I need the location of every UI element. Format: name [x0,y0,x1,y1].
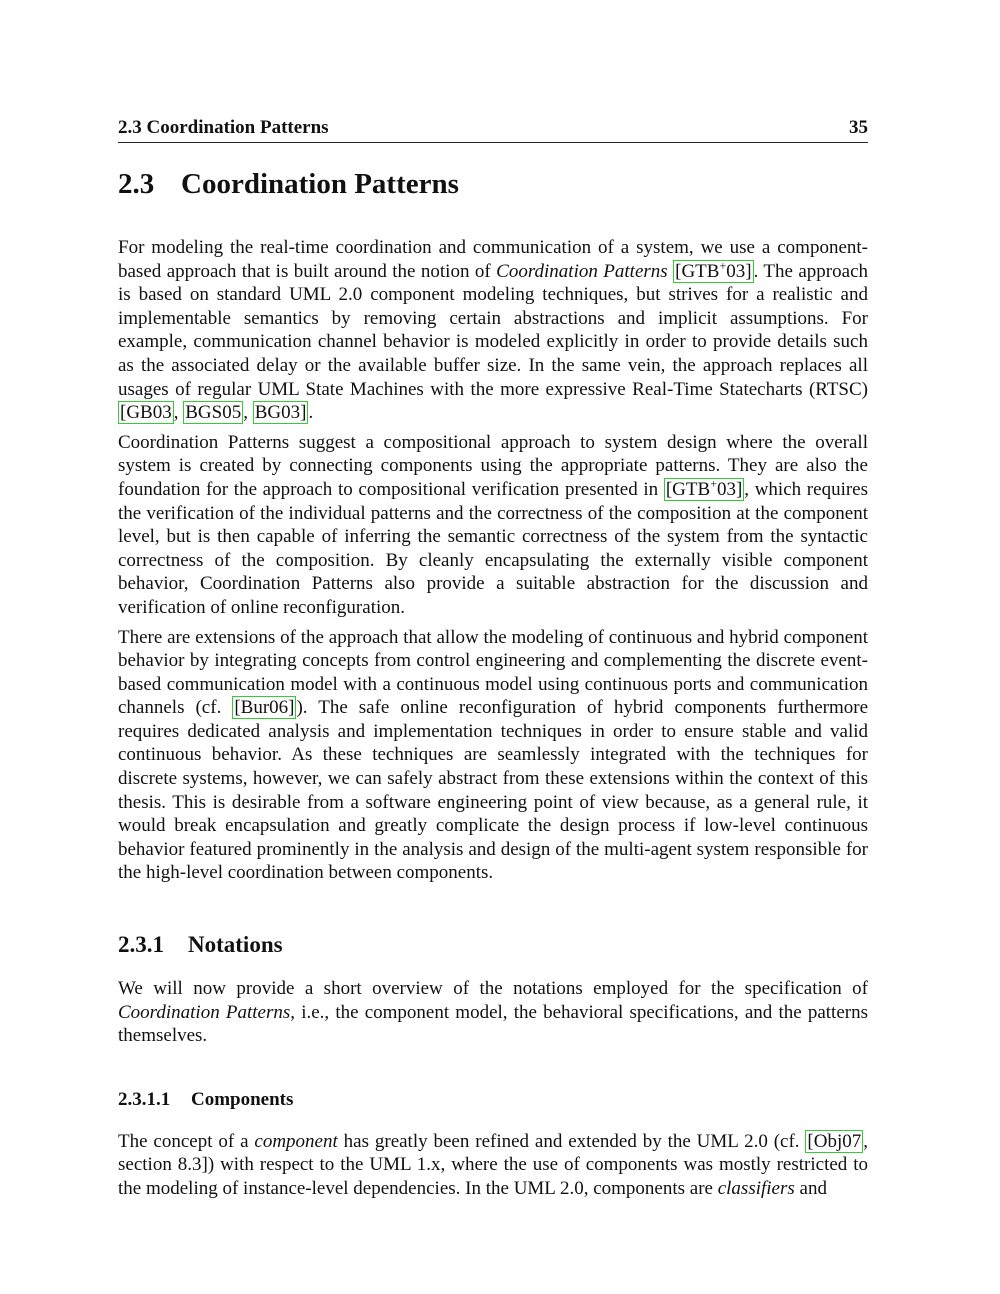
paragraph-1 [118,236,868,425]
citation-link-bgs05[interactable]: BGS05 [185,402,242,424]
text: For modeling the real-time coordination and communication of a system, we use a component-based approach that is built around the notion of [118,237,868,282]
emphasis-text: Coordination Patterns [496,260,668,282]
emphasis-text: classifiers [717,1178,795,1199]
subsubsection-number: 2.3.1.1 [118,1088,171,1110]
paragraph-2 [118,431,868,620]
text: Coordination Patterns suggest a compositional approach to system design where the overall system is created by connecting components using the appropriate patterns. They are also the foundation for the approach to compositional verification presented in [118,431,868,500]
section-title: Coordination Patterns [181,168,459,200]
header-section-title: 2.3 Coordination Patterns [118,117,329,138]
citation-link-bg03[interactable]: BG03] [254,402,307,424]
text: . The approach is based on standard UML 2.0 component modeling techniques, but strives for a realistic and implementable semantics by removing certain abstractions and implicit assumptions. For example, communication channel behavior is modeled explicitly in order to provide details such as the associated delay or the available buffer size. In the same vein, the approach replaces all usages of regular UML State Machines with the more expressive Real-Time Statecharts (RTSC) [118,260,869,400]
subsection-number: 2.3.1 [118,932,164,958]
text: , section 8.3]) with respect to the UML 1.x, where the use of components was mostly restricted to the modeling of instance-level dependencies. In the UML 2.0, components are [118,1130,868,1199]
page-content [118,164,868,1207]
citation-text: 03] [726,260,752,282]
text: , [173,402,184,424]
section-number: 2.3 [118,168,155,200]
citation-superscript: + [710,476,717,491]
subsection-title: Notations [188,932,283,958]
subsubsection-heading [118,1088,868,1112]
text: ). The safe online reconfiguration of hybrid components furthermore requires dedicated analysis and implementation techniques in order to ensure stable and valid continuous behavior. As these techniques are seamlessly integrated with the techniques for discrete systems, however, we can safely abstract from these extensions within the context of this thesis. This is desirable from a software engineering point of view because, as a general rule, it would break encapsulation and greatly complicate the design process if low-level continuous behavior featured prominently in the analysis and design of the multi-agent system responsible for the high-level coordination between components. [118,697,868,884]
text: We will now provide a short overview of the notations employed for the specification of [118,978,868,1000]
text: , i.e., the component model, the behavioral specifications, and the patterns themselves. [118,1001,868,1047]
text: . [308,402,314,424]
text: The concept of a [118,1130,255,1152]
citation-link-gtb03[interactable] [673,260,753,283]
text: , which requires the verification of the individual patterns and the correctness of the composition at the component level, but is then capable of inferring the semantic correctness of the system from the syntactic correctness of the composition. By cleanly encapsulating the externally visible component behavior, Coordination Patterns also provide a suitable abstraction for the discussion and verification of online reconfiguration. [118,478,868,618]
running-header [118,116,868,143]
paragraph-3 [118,626,868,886]
citation-link-gb03[interactable]: [GB03 [120,402,172,424]
citation-text: [GTB [665,478,711,500]
citation-link-obj07[interactable]: [Obj07 [807,1130,862,1152]
subsection-heading [118,929,868,961]
page-number: 35 [849,117,868,138]
emphasis-text: component [254,1130,338,1152]
citation-superscript: + [719,258,727,273]
text: , [243,402,253,424]
subsubsection-title: Components [191,1088,294,1110]
text: has greatly been refined and extended by the UML 2.0 (cf. [337,1130,806,1152]
emphasis-text: Coordination Patterns [118,1001,291,1023]
text: There are extensions of the approach that allow the modeling of continuous and hybrid component behavior by integrating concepts from control engineering and complementing the discrete event-based communication model with a continuous model using continuous ports and communication channels (cf. [118,626,868,719]
citation-link-gtb03[interactable] [664,478,744,501]
paragraph-components [118,1130,868,1201]
paragraph-notations [118,977,868,1048]
section-heading [118,164,868,204]
text: and [794,1178,827,1199]
citation-text: [GTB [675,260,720,282]
citation-text: 03] [716,478,743,500]
citation-link-bur06[interactable]: [Bur06] [234,697,295,719]
